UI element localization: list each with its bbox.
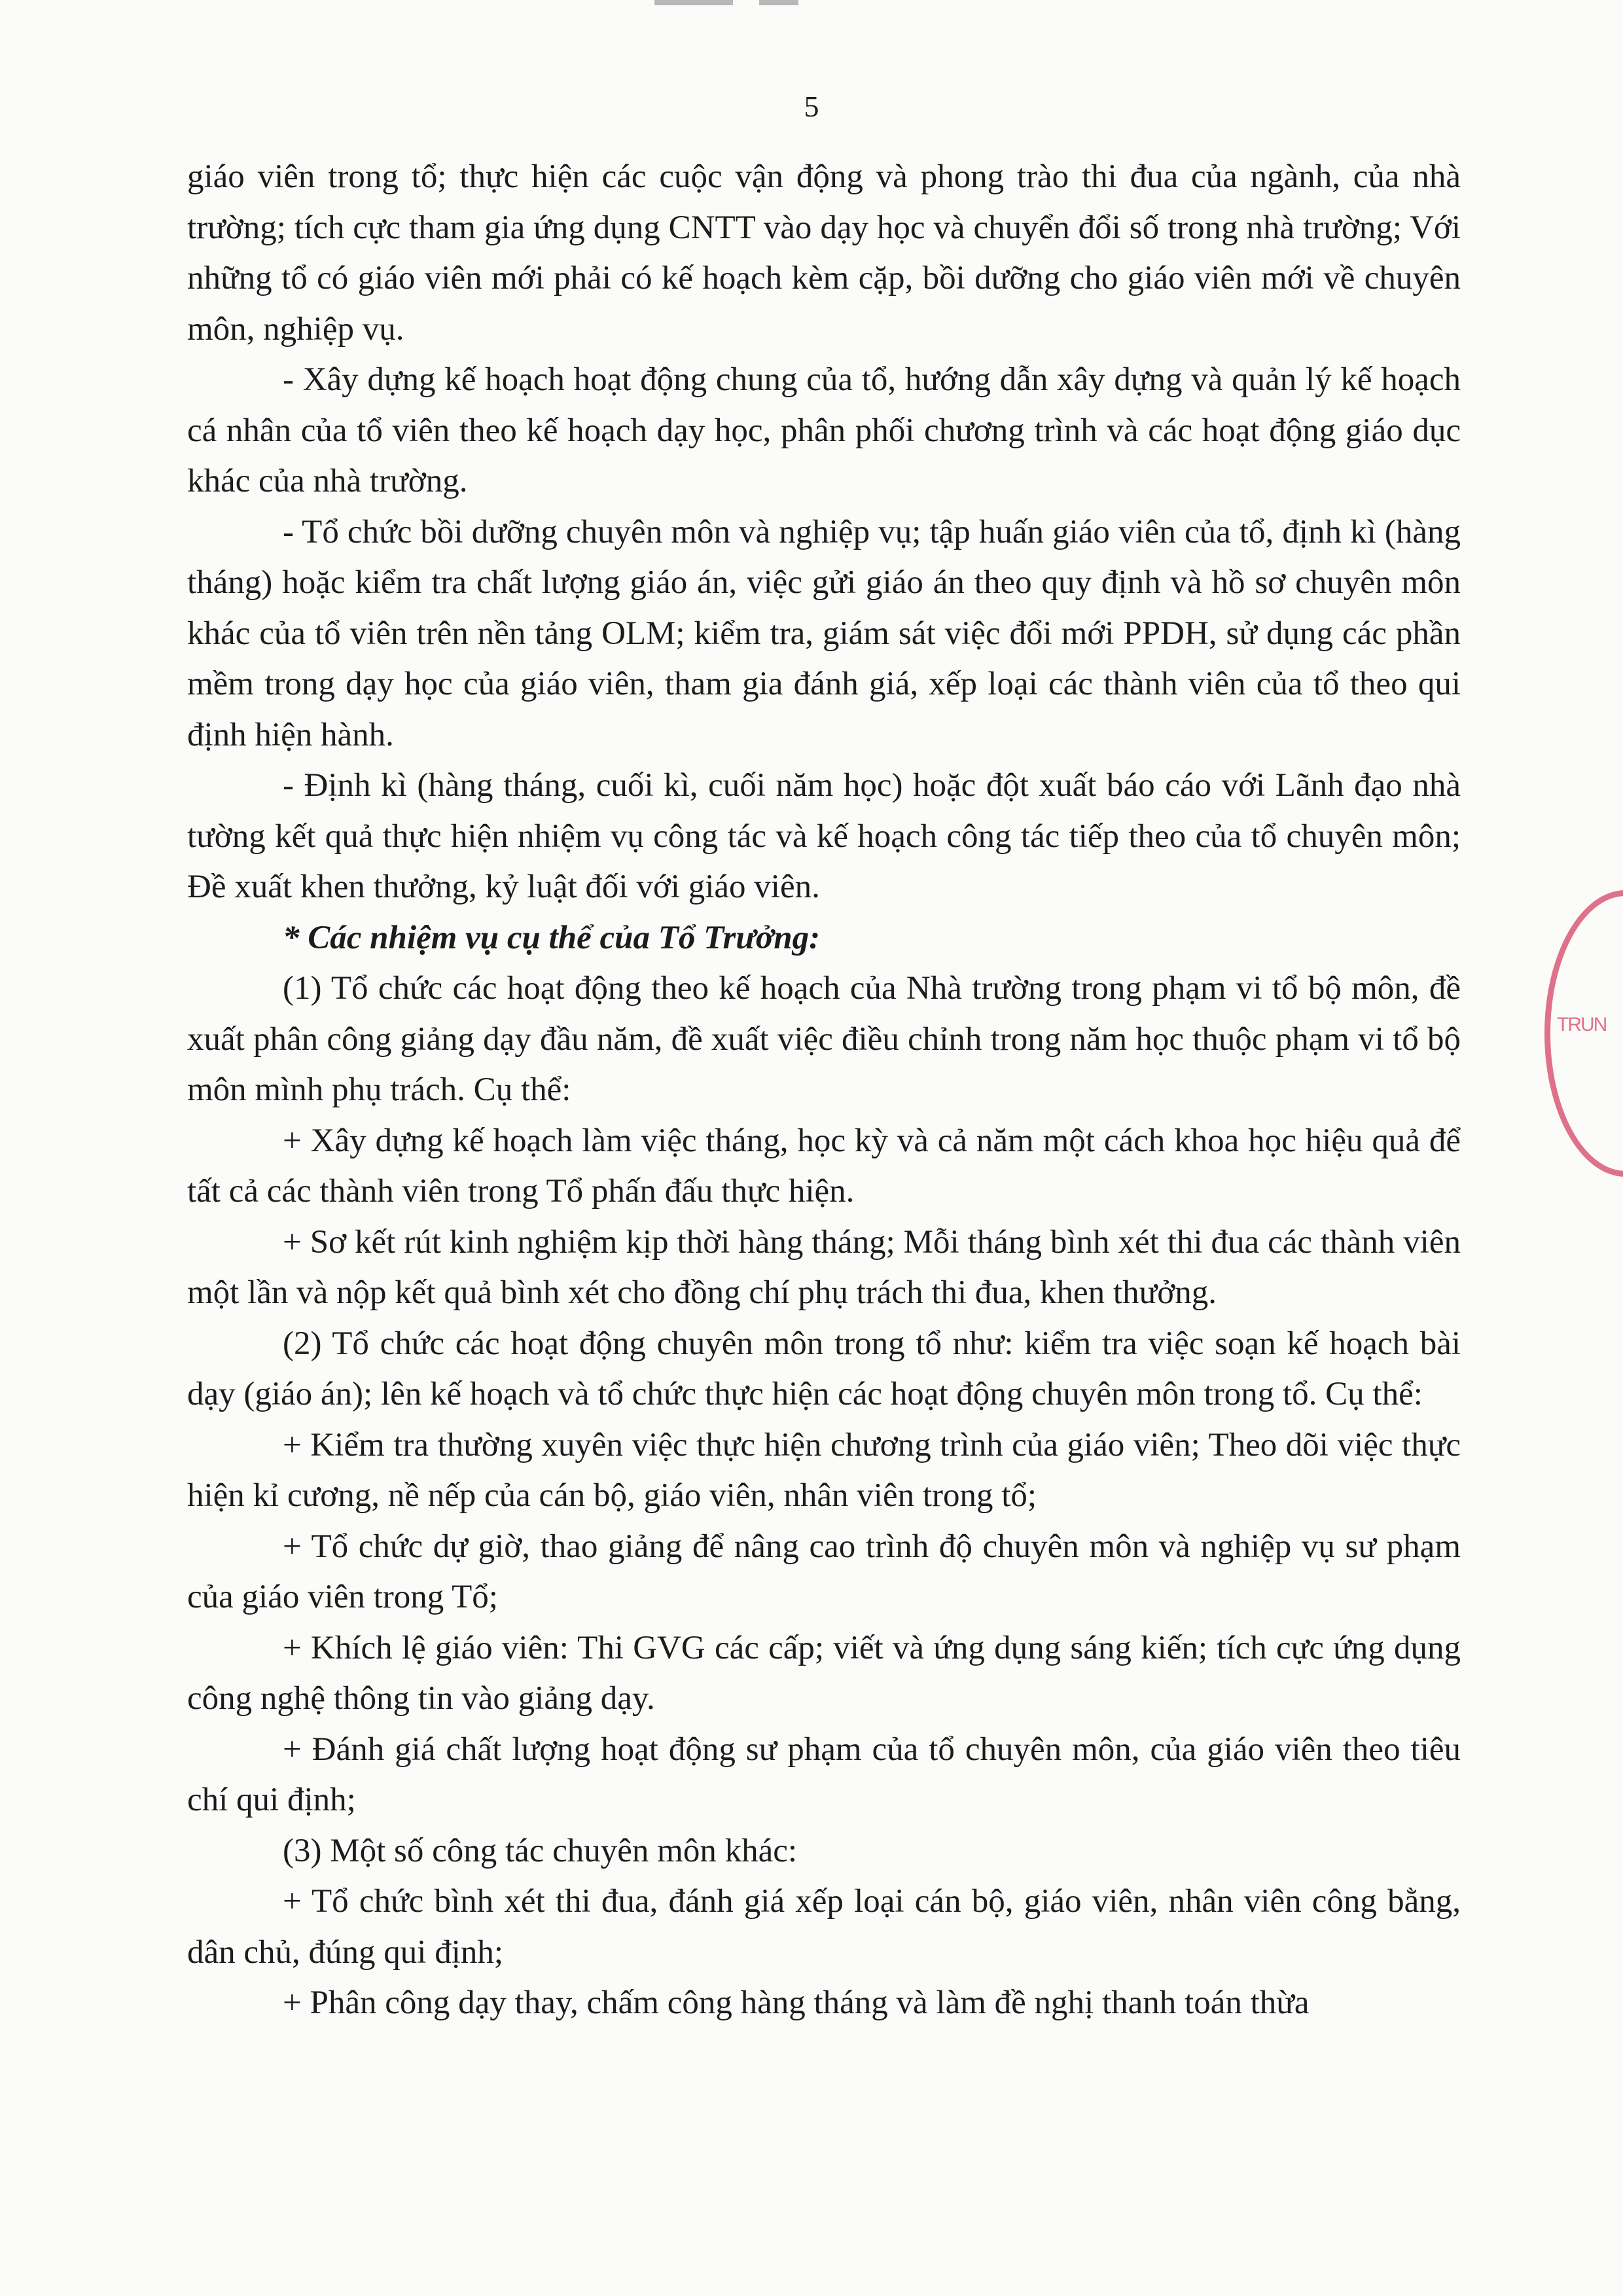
- section-heading: * Các nhiệm vụ cụ thể của Tổ Trưởng:: [283, 919, 821, 956]
- paragraph: - Tổ chức bồi dưỡng chuyên môn và nghiệp vụ; tập huấn giáo viên của tổ, định kì (hàng tháng) hoặc kiểm tra chất lượng giáo án, việc gửi giáo án theo quy định và hồ sơ chuyên môn khác của tổ viên trên nền tảng OLM; kiểm tra, giám sát việc đổi mới PPDH, sử dụng các phần mềm trong dạy học của giáo viên, tham gia đánh giá, xếp loại các thành viên của tổ theo qui định hiện hành.: [187, 513, 1461, 753]
- paragraph: + Khích lệ giáo viên: Thi GVG các cấp; viết và ứng dụng sáng kiến; tích cực ứng dụng công nghệ thông tin vào giảng dạy.: [187, 1629, 1461, 1717]
- paragraph: + Đánh giá chất lượng hoạt động sư phạm của tổ chuyên môn, của giáo viên theo tiêu chí qui định;: [187, 1731, 1461, 1818]
- paragraph: + Tổ chức bình xét thi đua, đánh giá xếp loại cán bộ, giáo viên, nhân viên công bằng, dân chủ, đúng qui định;: [187, 1883, 1461, 1971]
- stamp-text: TRUN: [1557, 1014, 1607, 1035]
- paragraph: (2) Tổ chức các hoạt động chuyên môn trong tổ như: kiểm tra việc soạn kế hoạch bài dạy (giáo án); lên kế hoạch và tổ chức thực hiện các hoạt động chuyên môn trong tổ. Cụ thể:: [187, 1325, 1461, 1412]
- scan-edge-mark: [654, 0, 733, 5]
- paragraph: (1) Tổ chức các hoạt động theo kế hoạch của Nhà trường trong phạm vi tổ bộ môn, đề xuất phân công giảng dạy đầu năm, đề xuất việc điều chỉnh trong năm học thuộc phạm vi tổ bộ môn mình phụ trách. Cụ thể:: [187, 970, 1461, 1108]
- paragraph: giáo viên trong tổ; thực hiện các cuộc vận động và phong trào thi đua của ngành, của nhà trường; tích cực tham gia ứng dụng CNTT vào dạy học và chuyển đổi số trong nhà trường; Với những tổ có giáo viên mới phải có kế hoạch kèm cặp, bồi dưỡng cho giáo viên mới về chuyên môn, nghiệp vụ.: [187, 158, 1461, 348]
- paragraph: + Sơ kết rút kinh nghiệm kịp thời hàng tháng; Mỗi tháng bình xét thi đua các thành viên một lần và nộp kết quả bình xét cho đồng chí phụ trách thi đua, khen thưởng.: [187, 1223, 1461, 1311]
- scan-edge-mark: [759, 0, 798, 5]
- paragraph: + Xây dựng kế hoạch làm việc tháng, học kỳ và cả năm một cách khoa học hiệu quả để tất cả các thành viên trong Tổ phấn đấu thực hiện.: [187, 1122, 1461, 1210]
- page-number: 5: [804, 90, 819, 123]
- official-seal-stamp: [1544, 890, 1623, 1177]
- paragraph: + Kiểm tra thường xuyên việc thực hiện chương trình của giáo viên; Theo dõi việc thực hiện kỉ cương, nề nếp của cán bộ, giáo viên, nhân viên trong tổ;: [187, 1426, 1461, 1514]
- document-body: [187, 152, 1461, 2029]
- paragraph: + Phân công dạy thay, chấm công hàng tháng và làm đề nghị thanh toán thừa: [283, 1984, 1310, 2021]
- paragraph: - Định kì (hàng tháng, cuối kì, cuối năm học) hoặc đột xuất báo cáo với Lãnh đạo nhà tường kết quả thực hiện nhiệm vụ công tác và kế hoạch công tác tiếp theo của tổ chuyên môn; Đề xuất khen thưởng, kỷ luật đối với giáo viên.: [187, 767, 1461, 905]
- paragraph: + Tổ chức dự giờ, thao giảng để nâng cao trình độ chuyên môn và nghiệp vụ sư phạm của giáo viên trong Tổ;: [187, 1528, 1461, 1615]
- paragraph: - Xây dựng kế hoạch hoạt động chung của tổ, hướng dẫn xây dựng và quản lý kế hoạch cá nhân của tổ viên theo kế hoạch dạy học, phân phối chương trình và các hoạt động giáo dục khác của nhà trường.: [187, 361, 1461, 499]
- paragraph: (3) Một số công tác chuyên môn khác:: [283, 1832, 798, 1869]
